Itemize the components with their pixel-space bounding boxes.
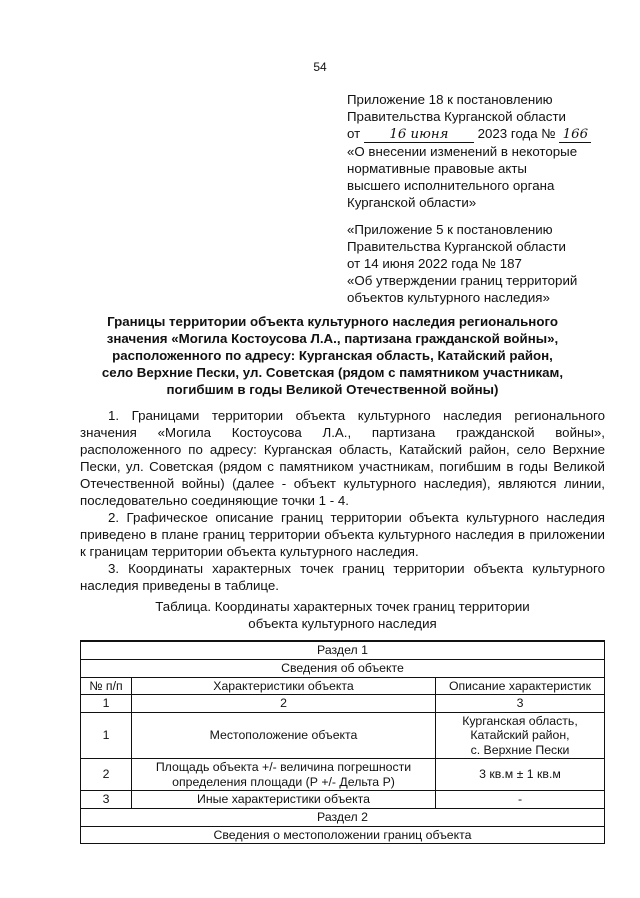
row-number: 2 (81, 759, 132, 791)
caption-line: объекта культурного наследия (248, 616, 437, 631)
paragraph-3: 3. Координаты характерных точек границ территории объекта культурного наследия приведены в таблице. (80, 561, 605, 593)
body-text (80, 407, 605, 594)
header-characteristic: Характеристики объекта (132, 677, 436, 695)
row-number: 3 (81, 791, 132, 809)
column-number: 3 (436, 695, 605, 713)
table-header-row (81, 677, 605, 695)
handwritten-number: 166 (559, 127, 591, 143)
section-2-title: Раздел 2 (81, 808, 605, 826)
column-number: 1 (81, 695, 132, 713)
section-1-subtitle: Сведения об объекте (81, 660, 605, 678)
characteristic-line: Площадь объекта +/- величина погрешности (155, 760, 412, 774)
row-description: 3 кв.м ± 1 кв.м (436, 759, 605, 791)
date-prefix: от (347, 126, 361, 141)
characteristic-line: определения площади (Р +/- Дельта Р) (172, 774, 395, 789)
title-line: погибшим в годы Великой Отечественной войны) (166, 382, 499, 397)
section-2-row (81, 808, 605, 826)
section-2-subtitle-row (81, 826, 605, 844)
paragraph-1: 1. Границами территории объекта культурного наследия регионального значения «Могила Костоусова Л.А., партизана гражданской войны», расположенного по адресу: Курганская область, Катайский район, село Верхние Пески, ул. Советская (рядом с памятником участникам, погибшим в годы Великой Отечественной войны) (далее - объект культурного наследия), являются линии, последовательно соединяющие точки 1 - 4. (80, 408, 605, 508)
table-row (81, 712, 605, 759)
section-2-subtitle: Сведения о местоположении границ объекта (81, 826, 605, 844)
annex-18-subject-line: нормативные правовые акты (347, 161, 527, 176)
annex-18-line: Правительства Курганской области (347, 109, 566, 124)
row-number: 1 (81, 712, 132, 759)
title-line: расположенного по адресу: Курганская область, Катайский район, (112, 348, 553, 363)
title-line: значения «Могила Костоусова Л.А., партизана гражданской войны», (106, 331, 559, 346)
row-characteristic: Местоположение объекта (132, 712, 436, 759)
description-line: Катайский район, (470, 728, 570, 742)
annex-5-line: от 14 июня 2022 года № 187 (347, 256, 522, 271)
description-line: с. Верхние Пески (470, 742, 570, 757)
annex-18-header (347, 91, 617, 211)
document-title (80, 313, 585, 398)
title-line: Границы территории объекта культурного наследия регионального (107, 314, 558, 329)
annex-5-line: «Об утверждении границ территорий (347, 273, 578, 288)
column-numbering-row (81, 695, 605, 713)
row-description (436, 712, 605, 759)
page-number: 54 (313, 60, 327, 74)
description-line: Курганская область, (462, 713, 578, 728)
year-text: 2023 года № (477, 126, 556, 141)
row-characteristic: Иные характеристики объекта (132, 791, 436, 809)
annex-18-date-line (347, 125, 617, 143)
annex-18-subject-line: «О внесении изменений в некоторые (347, 144, 578, 159)
annex-18-subject-line: высшего исполнительного органа (347, 178, 555, 193)
annex-5-line: объектов культурного наследия» (347, 290, 550, 305)
header-number: № п/п (81, 677, 132, 695)
annex-5-line: Правительства Курганской области (347, 239, 566, 254)
annex-18-line: Приложение 18 к постановлению (347, 92, 553, 107)
header-description: Описание характеристик (436, 677, 605, 695)
annex-5-line: «Приложение 5 к постановлению (347, 222, 553, 237)
caption-line: Таблица. Координаты характерных точек границ территории (155, 599, 530, 614)
row-description: - (436, 791, 605, 809)
row-characteristic (132, 759, 436, 791)
annex-18-subject-line: Курганской области» (347, 195, 477, 210)
column-number: 2 (132, 695, 436, 713)
section-1-subtitle-row (81, 660, 605, 678)
handwritten-date: 16 июня (364, 127, 474, 143)
table-caption (80, 598, 605, 632)
paragraph-2: 2. Графическое описание границ территории объекта культурного наследия приведено в плане границ территории объекта культурного наследия в приложении к границам территории объекта культурного наследия. (80, 510, 605, 559)
table-row (81, 791, 605, 809)
section-1-title: Раздел 1 (81, 641, 605, 660)
section-1-row (81, 641, 605, 660)
coordinates-table (80, 640, 605, 844)
table-row (81, 759, 605, 791)
title-line: село Верхние Пески, ул. Советская (рядом с памятником участникам, (101, 365, 564, 380)
annex-5-header (347, 221, 617, 306)
